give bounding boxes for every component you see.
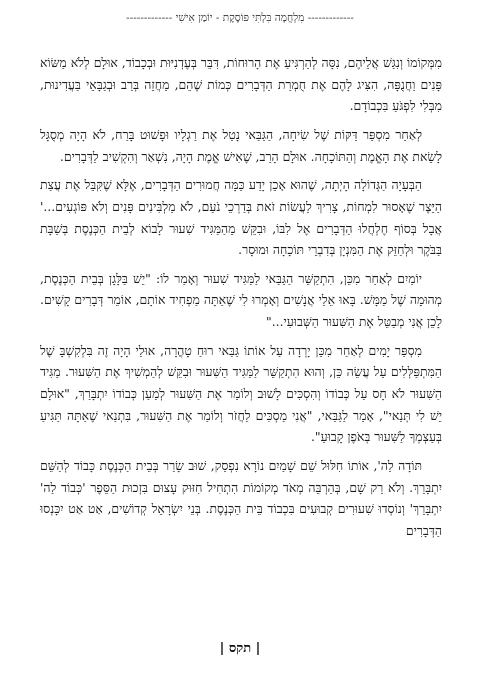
- paragraph-1: מִמְּקוֹמוֹ וְנִגַּשׁ אֲלֵיהֶם, נִסָּה לְהַרְגִּיעַ אֶת הָרוּחוֹת, דִּבֵּר בְּעֶדְנִיּוּת וּבְכָבוֹד, אוּלָם לְלֹא מַשּׂוֹא פָּנִים וַחֲנֻפָּה, הִצִּיג לָהֶם אֶת חֻמְרַת הַדְּבָרִים כְּמוֹת שֶׁהֵם, מַחֲזֵה בְּרַב וּבְגַבָּאֵי בַּעֲדִינוּת, מִבְּלִי לִפְגֹּעַ בִּכְבוֹדָם.: [40, 55, 442, 114]
- body-text: [40, 52, 442, 549]
- paragraph-6: תּוֹדָה לַה', אוֹתוֹ חִלּוּל שֵׁם שָׁמַיִם נוֹרָא נִפְסַק, שׁוּב שָׂרַר בְּבֵית הַכְּנֶסֶת כָּבוֹד לְהַשֵּׁם יִתְבָּרַךְ. וְלֹא רַק שָׁם, בְּהַרְבֵּה מְאֹד מְקוֹמוֹת הִתְחִיל חִזּוּק עָצוּם בִּזְכוּת הַסֵּפֶר 'כְּבוֹד לַה' יִתְבָּרַךְ' וְנוֹסְדוּ שִׁעוּרִים קְבוּעִים בִּכְבוֹד בֵּית הַכְּנֶסֶת. בְּנֵי יִשְׂרָאֵל קְדוֹשִׁים, אַט אַט יִכָּנְסוּ הַדְּבָרִים: [40, 457, 442, 539]
- paragraph-2: לְאַחַר מִסְפַּר דַּקּוֹת שֶׁל שִׂיחָה, הַגַּבַּאי נָטַל אֶת רַגְלָיו וּפָשׁוּט בָּרַח, לֹא הָיָה מְסֻגָּל לָשֵׂאת אֶת הָאֱמֶת וְהַתּוֹכָחָה. אוּלָם הָרַב, שֶׁאִישׁ אֱמֶת הָיָה, נִשְׁאַר וְהִקְשִׁיב לַדְּבָרִים.: [40, 126, 442, 164]
- paragraph-4: יוֹמַיִם לְאַחַר מִכֵּן, הִתְקַשֵּׁר הַגַּבַּאי לַמַּגִּיד שִׁעוּר וְאָמַר לוֹ: "יֵשׁ בַּלָּגָן בְּבֵית הַכְּנֶסֶת, מְהוּמָה שֶׁל מַמָּשׁ. בָּאוּ אֵלַי אֲנָשִׁים וְאָמְרוּ לִי שֶׁאַתָּה מַפְחִיד אוֹתָם, אוֹמֵר דְּבָרִים קָשִׁים. לָכֵן אֲנִי מְבַטֵּל אֶת הַשִּׁעוּר הַשְּׁבוּעִי...": [40, 270, 442, 330]
- paragraph-3: הַבְּעָיָה הַגְּדוֹלָה הָיְתָה, שֶׁהוּא אָכֵן יָדַע כַּמָּה חֲמוּרִים הַדְּבָרִים, אֶלָּא שֶׁקִּבֵּל אֶת עֲצַת הַיֵּצֶר שֶׁאָסוּר לִמְחוֹת, צָרִיךְ לַעֲשׂוֹת זֹאת בְּדַרְכֵי נֹעַם, לֹא מַלְבִּינִים פָּנִים וְלֹא פּוֹגְעִים...' אֲבָל בְּסוֹף חֶלְחֲלוּ הַדְּבָרִים אֶל לִבּוֹ, וּבִקֵּשׁ מֵהַמַּגִּיד שִׁעוּר לָבוֹא לְבֵית הַכְּנֶסֶת בְּשַׁבָּת בַּבֹּקֶר וּלְחַזֵּק אֶת הַמִּנְיָן בְּדִבְרֵי תּוֹכָחָה וּמוּסָר.: [40, 177, 442, 258]
- running-header: ------------- מִלְחֲמָה בִּלְתִּי פּוֹסֶקֶת - יוֹמַן אִישִׁי -------------: [126, 12, 354, 24]
- paragraph-5: מִסְפַּר יָמִים לְאַחַר מִכֵּן יָרְדָה עַל אוֹתוֹ גַּבַּאי רוּחַ טָהֳרָה, אוּלַי הָיָה זֶה בִּלְקִשְׁבָּ שֶׁל הַמִּתְפַּלְּלִים עַל עֲשֵׂה כֵּן, וְהוּא הִתְקַשֵּׁר לַמַּגִּיד הַשִּׁעוּר וּבִקֵּשׁ לְהַמְשִׁיךְ אֶת הַשִּׁעוּר. מַגִּיד הַשִּׁעוּר לֹא חָס עַל כְּבוֹדוֹ וְהִסְכִּים לָשׁוּב וְלוֹמַר אֶת הַשִּׁעוּר לְמַעַן כְּבוֹדוֹ יִתְבָּרַךְ, "אוּלָם יֵשׁ לִי תְּנַאי", אָמַר לַגַּבַּאי, "אֲנִי מַסְכִּים לַחֲזֹר וְלוֹמַר אֶת הַשִּׁעוּר, בִּתְנַאי שֶׁאַתָּה תַּגִּיעַ בְּעַצְמְךָ לַשִּׁעוּר בְּאֹפֶן קָבוּעַ".: [40, 342, 442, 445]
- page-number: | תקס |: [219, 641, 261, 656]
